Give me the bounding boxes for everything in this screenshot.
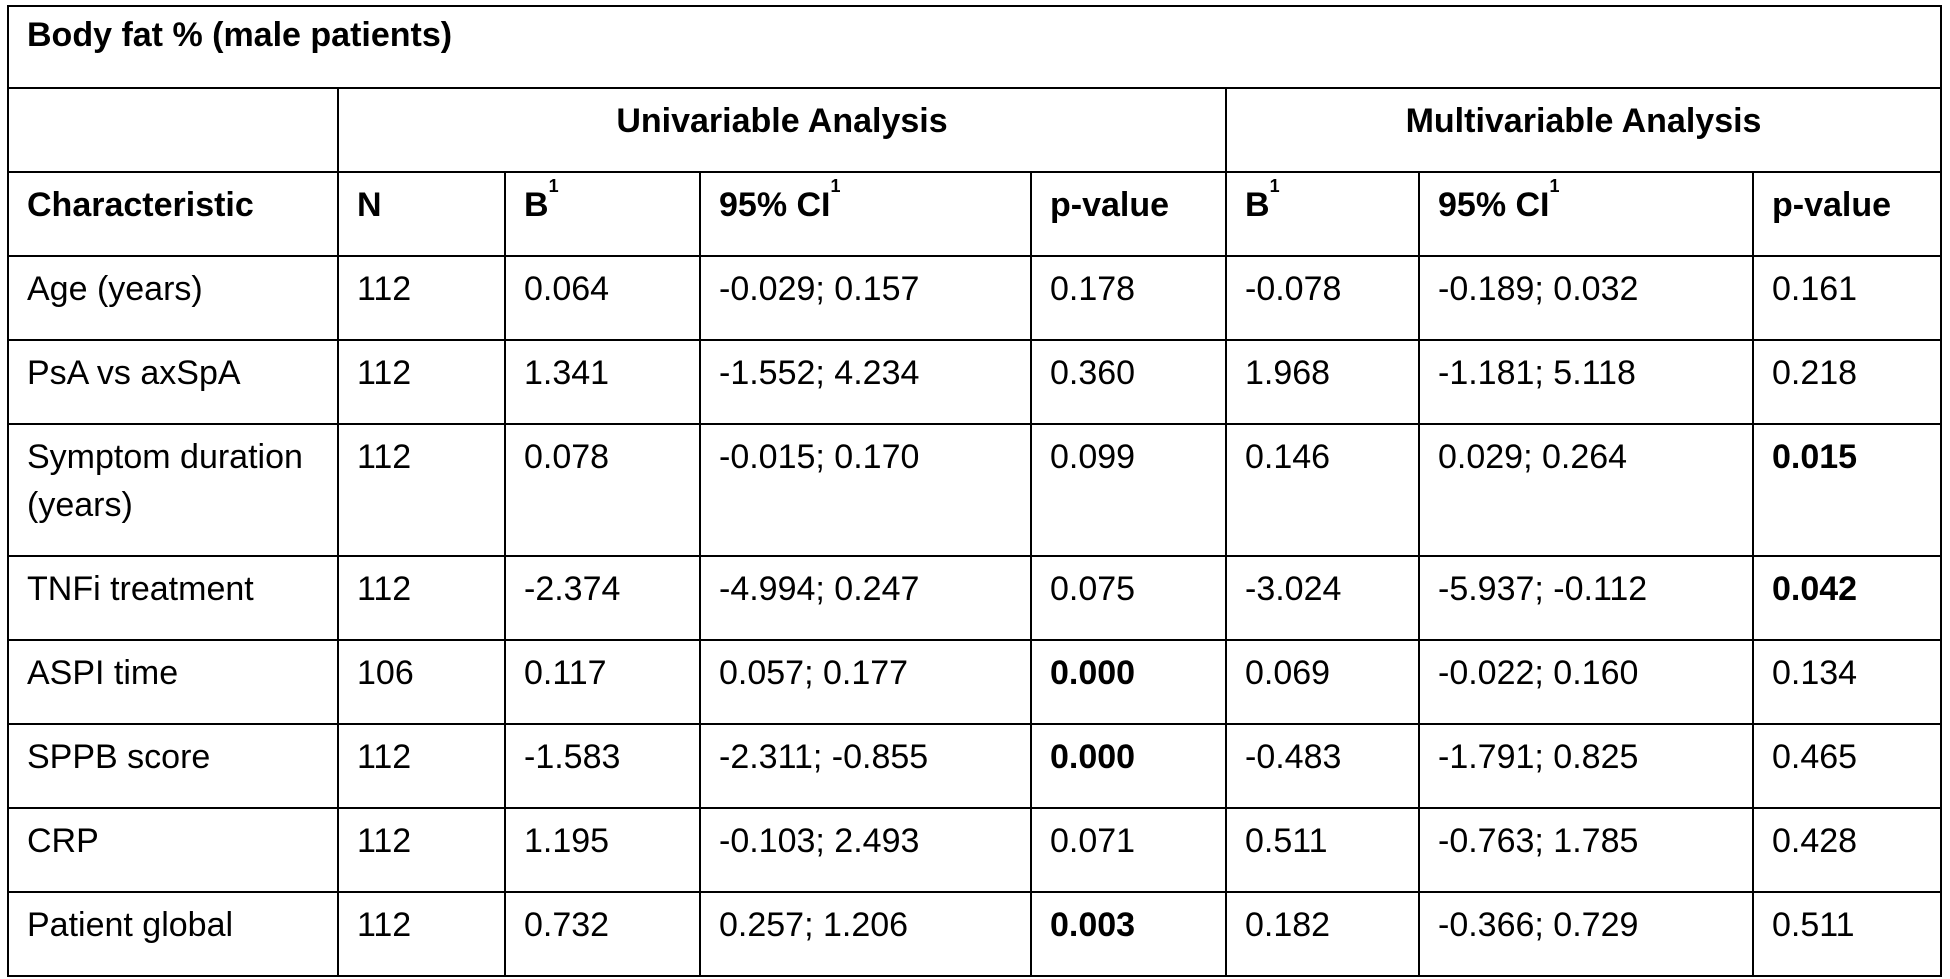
cell-ci-multi [1419,640,1753,724]
cell-p-uni [1031,340,1226,424]
cell-ci-uni-value: -4.994; 0.247 [719,570,920,608]
cell-n-value: 112 [357,822,412,860]
cell-p-multi-value: 0.511 [1772,906,1855,944]
cell-p-multi [1753,640,1941,724]
group-header-empty [8,88,338,172]
cell-n [338,808,505,892]
cell-characteristic-value: CRP [27,822,99,860]
cell-ci-uni [700,556,1031,640]
cell-p-uni-value: 0.178 [1050,270,1136,308]
cell-ci-uni-value: 0.057; 0.177 [719,654,909,692]
footnote-mark: 1 [548,176,559,196]
cell-p-multi [1753,256,1941,340]
cell-b-uni-value: 0.732 [524,906,610,944]
col-header-ci-uni-label: 95% CI [719,186,831,224]
cell-ci-multi-value: -0.366; 0.729 [1438,906,1639,944]
cell-n [338,640,505,724]
cell-p-uni [1031,724,1226,808]
cell-ci-uni-value: -2.311; -0.855 [719,738,929,776]
cell-n-value: 112 [357,270,412,308]
cell-ci-multi-value: -5.937; -0.112 [1438,570,1648,608]
cell-b-multi [1226,556,1419,640]
cell-characteristic [8,340,338,424]
cell-b-multi-value: 0.511 [1245,822,1328,860]
cell-n-value: 112 [357,906,412,944]
cell-b-uni [505,724,700,808]
cell-n [338,892,505,976]
cell-b-multi [1226,340,1419,424]
col-header-p-uni-label: p-value [1050,186,1170,224]
cell-p-uni [1031,256,1226,340]
cell-b-multi [1226,424,1419,556]
cell-p-uni [1031,640,1226,724]
cell-p-multi [1753,724,1941,808]
cell-b-uni [505,340,700,424]
cell-b-uni-value: 0.064 [524,270,610,308]
cell-ci-multi-value: -0.022; 0.160 [1438,654,1639,692]
cell-b-multi [1226,724,1419,808]
col-header-b-multi-label: B [1245,186,1270,224]
table-row [8,808,1941,892]
cell-n-value: 112 [357,570,412,608]
cell-ci-uni-value: 0.257; 1.206 [719,906,909,944]
cell-ci-multi-value: 0.029; 0.264 [1438,438,1628,476]
cell-n-value: 112 [357,438,412,476]
cell-characteristic-value: ASPI time [27,654,179,692]
cell-p-uni-value: 0.071 [1050,822,1136,860]
cell-p-uni [1031,808,1226,892]
col-header-p-uni [1031,172,1226,256]
col-header-b-multi [1226,172,1419,256]
group-header-row [8,88,1941,172]
cell-ci-multi [1419,556,1753,640]
col-header-p-multi [1753,172,1941,256]
cell-p-multi [1753,340,1941,424]
cell-p-multi [1753,892,1941,976]
cell-ci-uni [700,724,1031,808]
col-header-p-multi-label: p-value [1772,186,1892,224]
cell-characteristic [8,724,338,808]
cell-b-multi-value: 0.182 [1245,906,1331,944]
cell-b-uni [505,556,700,640]
cell-p-uni [1031,892,1226,976]
cell-ci-multi-value: -1.791; 0.825 [1438,738,1639,776]
col-header-ci-multi-label: 95% CI [1438,186,1550,224]
cell-p-uni-value: 0.099 [1050,438,1136,476]
multivariable-group-header: Multivariable Analysis [1405,102,1762,140]
col-header-b-uni-label: B [524,186,549,224]
cell-n [338,724,505,808]
col-header-n-label: N [357,186,382,224]
col-header-n [338,172,505,256]
cell-characteristic-value: TNFi treatment [27,570,254,608]
cell-ci-multi-value: -0.763; 1.785 [1438,822,1639,860]
cell-characteristic-value: Age (years) [27,270,203,308]
cell-characteristic [8,808,338,892]
cell-n [338,340,505,424]
cell-n-value: 112 [357,738,412,776]
cell-p-multi-value: 0.465 [1772,738,1858,776]
cell-n-value: 106 [357,654,414,692]
col-header-characteristic [8,172,338,256]
col-header-b-uni [505,172,700,256]
cell-p-uni-value: 0.000 [1050,654,1136,692]
multivariable-group-cell [1226,88,1941,172]
cell-b-multi [1226,640,1419,724]
table-row [8,892,1941,976]
table-title: Body fat % (male patients) [27,16,453,54]
cell-b-multi [1226,892,1419,976]
cell-p-uni-value: 0.003 [1050,906,1136,944]
table-row [8,256,1941,340]
table-row [8,424,1941,556]
univariable-group-cell [338,88,1226,172]
cell-p-uni-value: 0.000 [1050,738,1136,776]
cell-p-uni-value: 0.075 [1050,570,1136,608]
cell-ci-multi [1419,808,1753,892]
cell-p-multi-value: 0.218 [1772,354,1858,392]
cell-p-multi-value: 0.161 [1772,270,1858,308]
cell-ci-uni-value: -0.103; 2.493 [719,822,920,860]
cell-b-uni-value: -1.583 [524,738,621,776]
table-row [8,724,1941,808]
cell-ci-uni-value: -0.029; 0.157 [719,270,920,308]
cell-ci-uni [700,340,1031,424]
cell-characteristic [8,640,338,724]
footnote-mark: 1 [1269,176,1280,196]
cell-b-uni-value: 0.117 [524,654,607,692]
cell-b-uni-value: 1.195 [524,822,610,860]
table-row [8,640,1941,724]
univariable-group-header: Univariable Analysis [616,102,948,140]
col-header-ci-uni [700,172,1031,256]
cell-characteristic [8,892,338,976]
cell-ci-uni-value: -1.552; 4.234 [719,354,920,392]
cell-b-multi-value: -3.024 [1245,570,1342,608]
cell-ci-uni [700,424,1031,556]
cell-ci-uni [700,892,1031,976]
regression-table [7,5,1942,977]
cell-b-uni-value: 0.078 [524,438,610,476]
cell-b-multi [1226,808,1419,892]
cell-p-uni [1031,556,1226,640]
cell-ci-multi [1419,892,1753,976]
cell-ci-multi-value: -0.189; 0.032 [1438,270,1639,308]
cell-characteristic-value: Symptom duration (years) [27,438,303,524]
cell-n-value: 112 [357,354,412,392]
cell-characteristic [8,256,338,340]
footnote-mark: 1 [1549,176,1560,196]
cell-characteristic-value: SPPB score [27,738,211,776]
cell-ci-multi [1419,256,1753,340]
cell-b-multi-value: 0.069 [1245,654,1331,692]
cell-ci-multi [1419,724,1753,808]
cell-b-uni [505,892,700,976]
cell-n [338,256,505,340]
cell-ci-uni [700,808,1031,892]
cell-b-uni-value: 1.341 [524,354,610,392]
cell-p-multi-value: 0.428 [1772,822,1858,860]
cell-n [338,424,505,556]
cell-characteristic [8,556,338,640]
cell-b-uni-value: -2.374 [524,570,621,608]
cell-p-multi-value: 0.015 [1772,438,1858,476]
cell-b-uni [505,808,700,892]
table-row [8,340,1941,424]
col-header-ci-multi [1419,172,1753,256]
cell-p-multi [1753,808,1941,892]
title-row [8,6,1941,88]
cell-ci-multi-value: -1.181; 5.118 [1438,354,1636,392]
footnote-mark: 1 [830,176,841,196]
cell-b-uni [505,640,700,724]
cell-p-multi [1753,424,1941,556]
table-row [8,556,1941,640]
cell-ci-uni [700,256,1031,340]
cell-b-uni [505,256,700,340]
cell-b-multi-value: 0.146 [1245,438,1331,476]
cell-b-multi-value: -0.483 [1245,738,1342,776]
cell-characteristic-value: PsA vs axSpA [27,354,241,392]
cell-n [338,556,505,640]
cell-ci-uni [700,640,1031,724]
cell-b-uni [505,424,700,556]
cell-characteristic [8,424,338,556]
cell-ci-multi [1419,424,1753,556]
cell-b-multi-value: 1.968 [1245,354,1331,392]
cell-b-multi [1226,256,1419,340]
cell-p-uni-value: 0.360 [1050,354,1136,392]
column-header-row [8,172,1941,256]
cell-p-multi-value: 0.042 [1772,570,1858,608]
cell-b-multi-value: -0.078 [1245,270,1342,308]
cell-ci-multi [1419,340,1753,424]
cell-p-uni [1031,424,1226,556]
cell-characteristic-value: Patient global [27,906,234,944]
cell-p-multi-value: 0.134 [1772,654,1858,692]
table-title-cell [8,6,1941,88]
cell-ci-uni-value: -0.015; 0.170 [719,438,920,476]
col-header-characteristic-label: Characteristic [27,186,254,224]
cell-p-multi [1753,556,1941,640]
